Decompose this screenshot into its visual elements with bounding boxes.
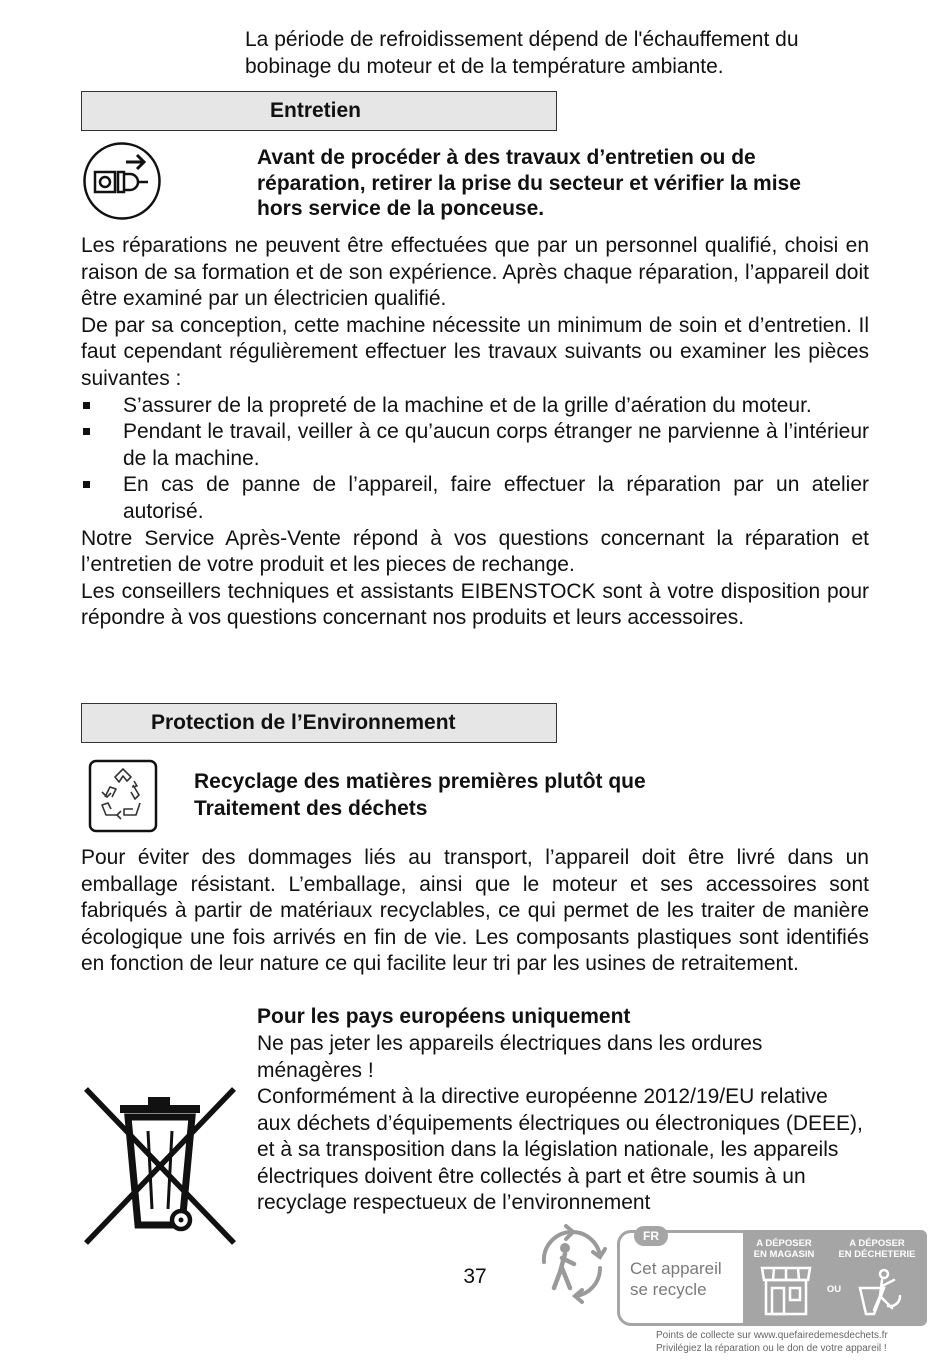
section-header-maintenance-label: Entretien (270, 99, 362, 122)
triman-footer-line1: Points de collecte sur www.quefairedemesdechets.fr (656, 1330, 888, 1341)
triman-footer-line2: Privilégiez la réparation ou le don de votre appareil ! (656, 1343, 887, 1354)
recycle-heading-line1: Recyclage des matières premières plutôt que (194, 770, 646, 793)
section-header-environment (81, 703, 557, 743)
recycle-heading-line2: Traitement des déchets (194, 796, 428, 820)
triman-store-label-line2: EN MAGASIN (753, 1249, 815, 1260)
page-number: 37 (463, 1265, 487, 1288)
recycling-center-icon (852, 1266, 904, 1318)
triman-label (630, 1258, 722, 1300)
bullet-icon (83, 402, 90, 409)
triman-or-label: OU (826, 1284, 842, 1295)
environment-paragraph-1: Pour éviter des dommages liés au transport, l’appareil doit être livré dans un emballage résistant. L’emballage, ainsi que le moteur et ses accessoires sont fabriqués à partir de matériaux recyclables, ce qui permet de les traiter de manière écologique une fois arrivés en fin de vie. Les composants plastiques sont identifiés en fonction de leur nature ce qui facilite leur tri par les usines de retraitement. (81, 846, 869, 976)
eu-text-1: Ne pas jeter les appareils électriques dans les ordures ménagères ! (257, 1032, 763, 1082)
triman-label-line1: Cet appareil (630, 1259, 722, 1278)
maintenance-body (81, 233, 869, 632)
maintenance-bullet-item (81, 419, 869, 472)
unplug-icon (82, 141, 162, 221)
triman-country-badge: FR (634, 1226, 668, 1246)
section-header-maintenance (81, 91, 557, 131)
maintenance-paragraph-1: Les réparations ne peuvent être effectuées que par un personnel qualifié, choisi en raison de sa formation et de son expérience. Après chaque réparation, l’appareil doit être examiné par un électricien qualifié. (81, 234, 869, 311)
eu-heading: Pour les pays européens uniquement (257, 1005, 631, 1028)
triman-center-label (834, 1238, 920, 1260)
triman-icon (532, 1222, 612, 1312)
maintenance-paragraph-4: Les conseillers techniques et assistants EIBENSTOCK sont à votre disposition pour répondre à vos questions concernant nos produits et leurs accessoires. (81, 579, 869, 630)
triman-store-label (749, 1238, 819, 1260)
intro-paragraph: La période de refroidissement dépend de l'échauffement du bobinage du moteur et de la température ambiante. (245, 28, 799, 78)
triman-center-label-line1: A DÉPOSER (849, 1238, 905, 1249)
section-header-environment-label: Protection de l’Environnement (151, 711, 456, 734)
recycle-icon (88, 759, 158, 833)
crossed-bin-icon (80, 1083, 240, 1249)
eu-text-2: Conformément à la directive européenne 2012/19/EU relative aux déchets d’équipements électriques ou électroniques (DEEE), et à sa transposition dans la législation nationale, les appareils électriques doivent être collectés à part et être soumis à un recyclage respectueux de l’environnement (257, 1085, 863, 1215)
triman-center-label-line2: EN DÉCHETERIE (838, 1249, 916, 1260)
shop-icon (760, 1264, 812, 1318)
recycle-heading (194, 769, 794, 822)
maintenance-bullet-text: S’assurer de la propreté de la machine et de la grille d’aération du moteur. (123, 393, 812, 417)
maintenance-bullet-item (81, 472, 869, 525)
bullet-icon (83, 481, 90, 488)
maintenance-paragraph-3: Notre Service Après-Vente répond à vos questions concernant la réparation et l’entretien de votre produit et les pieces de rechange. (81, 526, 869, 577)
maintenance-bullet-text: En cas de panne de l’appareil, faire effectuer la réparation par un atelier autorisé. (123, 473, 869, 523)
triman-label-line2: se recycle (630, 1280, 707, 1299)
maintenance-warning: Avant de procéder à des travaux d’entretien ou de réparation, retirer la prise du secteur et vérifier la mise hors service de la ponceuse. (257, 146, 801, 220)
bullet-icon (83, 428, 90, 435)
maintenance-bullet-item (81, 393, 869, 420)
triman-store-label-line1: A DÉPOSER (756, 1238, 812, 1249)
maintenance-bullet-text: Pendant le travail, veiller à ce qu’aucun corps étranger ne parvienne à l’intérieur de la machine. (123, 420, 869, 470)
maintenance-paragraph-2: De par sa conception, cette machine nécessite un minimum de soin et d’entretien. Il faut cependant régulièrement effectuer les travaux suivants ou examiner les pièces suivantes : (81, 313, 869, 390)
